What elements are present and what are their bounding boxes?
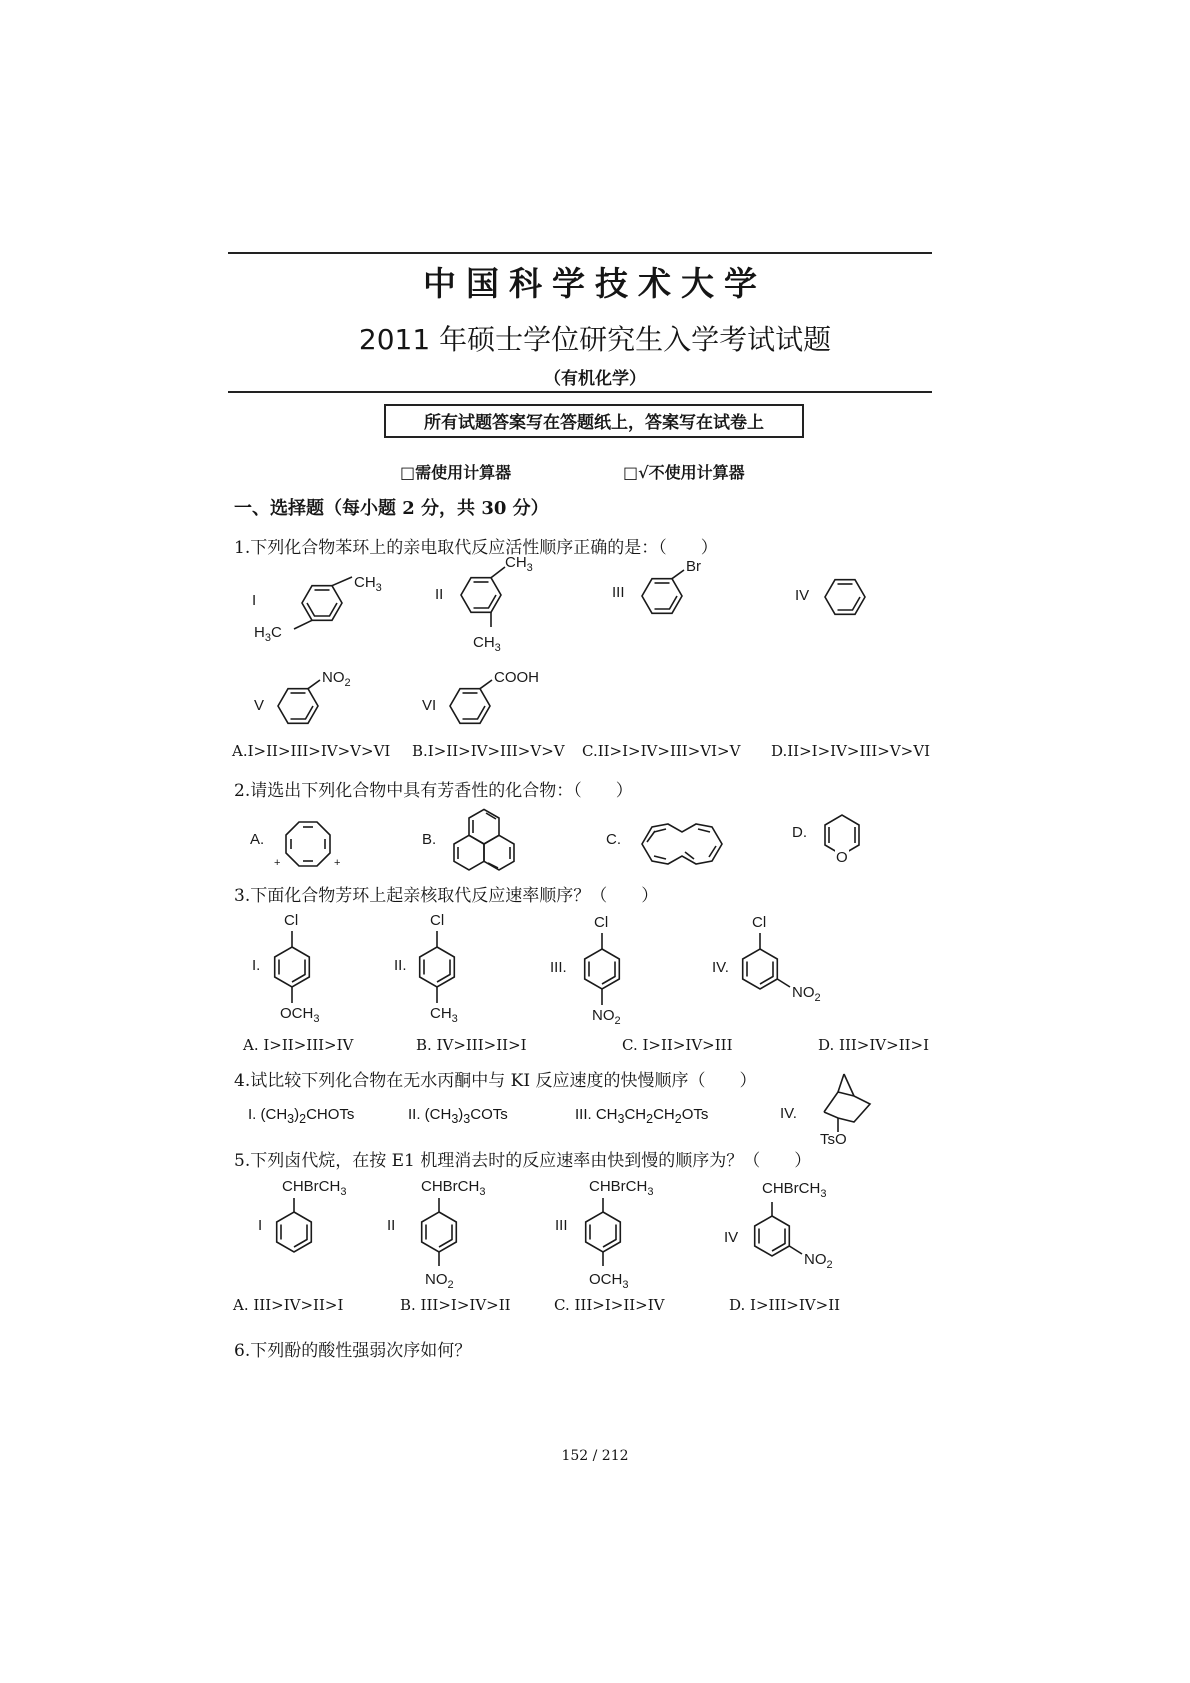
q3-structure-i-4-chloroanisole [250,912,350,1024]
q1-structure-vi-benzoic-acid [420,670,560,740]
q3-option-d: D. III>IV>II>I [818,1036,930,1054]
svg-text:I: I [258,1217,263,1234]
svg-text:IV.: IV. [780,1105,797,1122]
svg-text:IV: IV [795,587,810,604]
question-2-stem: 2.请选出下列化合物中具有芳香性的化合物：（ ） [234,781,633,801]
q3-option-a: A. I>II>III>IV [243,1036,354,1054]
svg-text:CH3: $CH_3$ [430,1005,458,1025]
svg-text:+: + [334,857,341,869]
svg-text:OCH3: $OCH_3$ [280,1005,320,1025]
svg-text:V: V [254,697,265,714]
q2-structure-c-annulene [604,808,734,878]
svg-text:C.: C. [606,831,621,848]
svg-text:CHBrCH3: CHBrCH$_3$ [762,1180,827,1200]
svg-text:II: II [387,1217,396,1234]
q3-option-b: B. IV>III>II>I [416,1036,527,1054]
calc-not-needed-checkbox: □√不使用计算器 [623,463,745,482]
q5-option-d: D. I>III>IV>II [729,1296,841,1314]
svg-text:Cl: Cl [284,912,299,929]
svg-text:Cl: Cl [752,914,767,931]
q1-structure-v-nitrobenzene [252,670,372,740]
svg-text:B.: B. [422,831,437,848]
svg-text:H3C: $H_3C$ [254,624,282,644]
q5-option-b: B. III>I>IV>II [400,1296,511,1314]
q2-structure-b-phenalene [420,798,530,888]
svg-text:NO2: $NO_2$ [792,984,821,1004]
header-bottom-rule [228,391,932,393]
section-heading: 一、选择题（每小题 2 分，共 30 分） [234,498,549,519]
svg-text:CH3: $CH_3$ [354,574,382,594]
university-name: 中国科学技术大学 [423,264,767,303]
svg-text:NO2: $NO_2$ [804,1251,833,1271]
q5-structure-ii [385,1176,505,1292]
q1-structure-ii-m-xylene [433,554,563,657]
q5-structure-iv [722,1178,862,1278]
q1-option-b: B.I>II>IV>III>V>V [412,742,565,760]
question-5-stem: 5.下列卤代烷，在按 E1 机理消去时的反应速率由快到慢的顺序为？（ ） [234,1151,812,1171]
svg-text:CHBrCH3: CHBrCH$_3$ [421,1178,486,1198]
svg-text:OCH3: $OCH_3$ [589,1271,629,1291]
question-1-stem: 1.下列化合物苯环上的亲电取代反应活性顺序正确的是：（ ） [234,538,718,558]
q2-structure-d-pyran [790,803,890,883]
exam-subject: （有机化学） [544,369,646,389]
svg-text:CH3: $CH_3$ [473,634,501,654]
q1-option-d: D.II>I>IV>III>V>VI [771,742,931,760]
svg-text:D.: D. [792,824,807,841]
svg-text:NO2: $NO_2$ [322,669,351,689]
q4-compound-iii: III. $CH_3CH_2CH_2OTs$ [575,1106,709,1126]
svg-text:I: I [252,592,257,609]
question-3-stem: 3.下面化合物芳环上起亲核取代反应速率顺序？（ ） [234,886,659,906]
q5-structure-iii [553,1176,673,1292]
svg-text:Br: Br [686,558,701,575]
svg-text:IV.: IV. [712,959,729,976]
svg-text:CHBrCH3: CHBrCH$_3$ [282,1178,347,1198]
q5-structure-i [256,1176,376,1266]
q3-structure-iii-4-chloronitrobenzene [548,914,648,1026]
svg-text:III: III [612,584,625,601]
q1-structure-i-p-xylene [250,565,390,645]
q3-option-c: C. I>II>IV>III [622,1036,733,1054]
svg-text:III: III [555,1217,568,1234]
svg-text:Cl: Cl [594,914,609,931]
page-number: 152 / 212 [561,1448,629,1464]
q3-structure-iv-3-chloronitrobenzene [710,914,840,1014]
q2-structure-a-cyclooctatetraene-dication [248,808,358,878]
svg-text:Cl: Cl [430,912,445,929]
svg-text:I.: I. [252,957,261,974]
svg-text:+: + [274,857,281,869]
question-4-stem: 4.试比较下列化合物在无水丙酮中与 KI 反应速度的快慢顺序（ ） [234,1071,757,1091]
q5-option-c: C. III>I>II>IV [554,1296,665,1314]
q4-compound-ii: II. $(CH_3)_3COTs$ [408,1106,508,1126]
svg-text:NO2: $NO_2$ [425,1271,454,1291]
q1-option-a: A.I>II>III>IV>V>VI [232,742,391,760]
q4-compound-i: I. $(CH_3)_2CHOTs$ [248,1106,355,1126]
svg-text:NO2: $NO_2$ [592,1007,621,1027]
q5-option-a: A. III>IV>II>I [233,1296,344,1314]
question-6-stem: 6.下列酚的酸性强弱次序如何？ [234,1341,472,1361]
svg-text:VI: VI [422,697,437,714]
q1-structure-iii-bromobenzene [610,558,720,632]
svg-text:IV: IV [724,1229,739,1246]
q1-structure-iv-benzene [793,570,883,630]
svg-text:CHBrCH3: CHBrCH$_3$ [589,1178,654,1198]
q1-option-c: C.II>I>IV>III>VI>V [582,742,741,760]
svg-text:O: O [836,849,848,866]
exam-title: 2011 年硕士学位研究生入学考试试题 [358,323,832,356]
svg-text:II: II [435,586,444,603]
svg-text:II.: II. [394,957,407,974]
svg-text:III.: III. [550,959,567,976]
q3-structure-ii-4-chlorotoluene [392,912,492,1024]
calc-needed-checkbox: □需使用计算器 [400,463,512,482]
svg-text:COOH: COOH [494,669,539,686]
svg-text:CH3: $CH_3$ [505,554,533,574]
header-top-rule [228,252,932,254]
svg-text:A.: A. [250,831,265,848]
answer-notice-box: 所有试题答案写在答题纸上，答案写在试卷上 [384,404,804,438]
svg-text:TsO: TsO [820,1131,847,1148]
q4-structure-iv-norbornyl-tosylate [780,1070,890,1148]
